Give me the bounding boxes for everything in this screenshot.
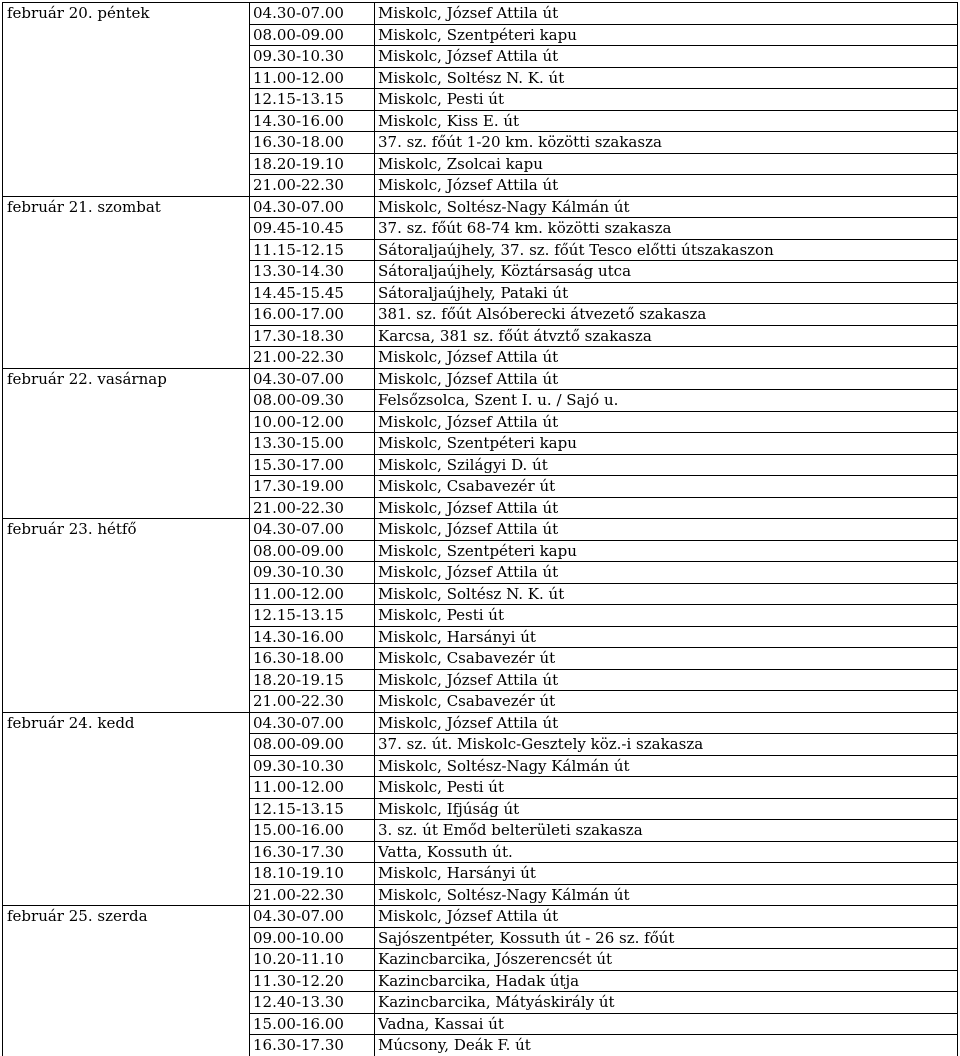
location: Sátoraljaújhely, Pataki út xyxy=(375,282,958,304)
location: Miskolc, Szentpéteri kapu xyxy=(375,433,958,455)
time-slot: 09.30-10.30 xyxy=(250,46,375,68)
location: Kazincbarcika, Hadak útja xyxy=(375,970,958,992)
location: Miskolc, Szentpéteri kapu xyxy=(375,24,958,46)
time-slot: 12.40-13.30 xyxy=(250,992,375,1014)
day-label: február 21. szombat xyxy=(3,196,250,368)
location: Miskolc, Pesti út xyxy=(375,89,958,111)
time-slot: 12.15-13.15 xyxy=(250,798,375,820)
location: Miskolc, Csabavezér út xyxy=(375,648,958,670)
location: Miskolc, Csabavezér út xyxy=(375,691,958,713)
time-slot: 21.00-22.30 xyxy=(250,884,375,906)
location: Felsőzsolca, Szent I. u. / Sajó u. xyxy=(375,390,958,412)
time-slot: 11.00-12.00 xyxy=(250,67,375,89)
location: Miskolc, Szentpéteri kapu xyxy=(375,540,958,562)
schedule-row xyxy=(3,368,958,390)
location: Miskolc, Soltész-Nagy Kálmán út xyxy=(375,196,958,218)
location: Vatta, Kossuth út. xyxy=(375,841,958,863)
location: 37. sz. főút 1-20 km. közötti szakasza xyxy=(375,132,958,154)
location: Miskolc, Harsányi út xyxy=(375,626,958,648)
time-slot: 10.00-12.00 xyxy=(250,411,375,433)
time-slot: 18.20-19.15 xyxy=(250,669,375,691)
location: Karcsa, 381 sz. főút átvztő szakasza xyxy=(375,325,958,347)
time-slot: 04.30-07.00 xyxy=(250,906,375,928)
time-slot: 17.30-19.00 xyxy=(250,476,375,498)
location: Sajószentpéter, Kossuth út - 26 sz. főút xyxy=(375,927,958,949)
location: Miskolc, Ifjúság út xyxy=(375,798,958,820)
time-slot: 11.00-12.00 xyxy=(250,583,375,605)
time-slot: 12.15-13.15 xyxy=(250,605,375,627)
time-slot: 04.30-07.00 xyxy=(250,519,375,541)
location: Miskolc, József Attila út xyxy=(375,497,958,519)
time-slot: 04.30-07.00 xyxy=(250,196,375,218)
time-slot: 16.00-17.00 xyxy=(250,304,375,326)
time-slot: 21.00-22.30 xyxy=(250,691,375,713)
location: Miskolc, Soltész N. K. út xyxy=(375,67,958,89)
location: Miskolc, József Attila út xyxy=(375,562,958,584)
schedule-table xyxy=(2,2,958,1056)
schedule-row xyxy=(3,906,958,928)
time-slot: 10.20-11.10 xyxy=(250,949,375,971)
location: Miskolc, József Attila út xyxy=(375,3,958,25)
time-slot: 21.00-22.30 xyxy=(250,497,375,519)
schedule-row xyxy=(3,712,958,734)
time-slot: 08.00-09.00 xyxy=(250,540,375,562)
location: 37. sz. főút 68-74 km. közötti szakasza xyxy=(375,218,958,240)
time-slot: 09.00-10.00 xyxy=(250,927,375,949)
time-slot: 08.00-09.30 xyxy=(250,390,375,412)
time-slot: 15.00-16.00 xyxy=(250,1013,375,1035)
time-slot: 16.30-18.00 xyxy=(250,132,375,154)
location: Miskolc, József Attila út xyxy=(375,712,958,734)
time-slot: 09.45-10.45 xyxy=(250,218,375,240)
location: Miskolc, József Attila út xyxy=(375,906,958,928)
time-slot: 04.30-07.00 xyxy=(250,712,375,734)
time-slot: 08.00-09.00 xyxy=(250,734,375,756)
time-slot: 14.30-16.00 xyxy=(250,626,375,648)
location: Miskolc, József Attila út xyxy=(375,519,958,541)
day-label: február 22. vasárnap xyxy=(3,368,250,519)
location: Miskolc, Soltész-Nagy Kálmán út xyxy=(375,884,958,906)
schedule-row xyxy=(3,3,958,25)
day-label: február 20. péntek xyxy=(3,3,250,197)
time-slot: 04.30-07.00 xyxy=(250,3,375,25)
schedule-body xyxy=(3,3,958,1056)
location: Miskolc, József Attila út xyxy=(375,347,958,369)
time-slot: 15.00-16.00 xyxy=(250,820,375,842)
time-slot: 11.30-12.20 xyxy=(250,970,375,992)
location: Miskolc, Harsányi út xyxy=(375,863,958,885)
day-label: február 23. hétfő xyxy=(3,519,250,713)
time-slot: 16.30-18.00 xyxy=(250,648,375,670)
time-slot: 13.30-14.30 xyxy=(250,261,375,283)
time-slot: 21.00-22.30 xyxy=(250,347,375,369)
location: Sátoraljaújhely, Köztársaság utca xyxy=(375,261,958,283)
location: Sátoraljaújhely, 37. sz. főút Tesco előtti útszakaszon xyxy=(375,239,958,261)
location: Miskolc, József Attila út xyxy=(375,46,958,68)
location: Kazincbarcika, Jószerencsét út xyxy=(375,949,958,971)
time-slot: 15.30-17.00 xyxy=(250,454,375,476)
time-slot: 14.30-16.00 xyxy=(250,110,375,132)
location: Miskolc, József Attila út xyxy=(375,368,958,390)
location: Miskolc, Pesti út xyxy=(375,605,958,627)
location: Miskolc, Pesti út xyxy=(375,777,958,799)
time-slot: 09.30-10.30 xyxy=(250,562,375,584)
time-slot: 04.30-07.00 xyxy=(250,368,375,390)
time-slot: 12.15-13.15 xyxy=(250,89,375,111)
location: Miskolc, József Attila út xyxy=(375,411,958,433)
time-slot: 09.30-10.30 xyxy=(250,755,375,777)
location: Miskolc, Csabavezér út xyxy=(375,476,958,498)
time-slot: 21.00-22.30 xyxy=(250,175,375,197)
time-slot: 18.20-19.10 xyxy=(250,153,375,175)
schedule-row xyxy=(3,196,958,218)
time-slot: 17.30-18.30 xyxy=(250,325,375,347)
day-label: február 25. szerda xyxy=(3,906,250,1056)
time-slot: 13.30-15.00 xyxy=(250,433,375,455)
location: 381. sz. főút Alsóberecki átvezető szakasza xyxy=(375,304,958,326)
location: 3. sz. út Emőd belterületi szakasza xyxy=(375,820,958,842)
time-slot: 14.45-15.45 xyxy=(250,282,375,304)
location: Múcsony, Deák F. út xyxy=(375,1035,958,1056)
location: Miskolc, József Attila út xyxy=(375,669,958,691)
location: Miskolc, Zsolcai kapu xyxy=(375,153,958,175)
location: Miskolc, Soltész N. K. út xyxy=(375,583,958,605)
location: 37. sz. út. Miskolc-Gesztely köz.-i szakasza xyxy=(375,734,958,756)
time-slot: 16.30-17.30 xyxy=(250,1035,375,1056)
time-slot: 11.00-12.00 xyxy=(250,777,375,799)
location: Miskolc, Szilágyi D. út xyxy=(375,454,958,476)
schedule-row xyxy=(3,519,958,541)
time-slot: 16.30-17.30 xyxy=(250,841,375,863)
location: Miskolc, Soltész-Nagy Kálmán út xyxy=(375,755,958,777)
location: Miskolc, József Attila út xyxy=(375,175,958,197)
day-label: február 24. kedd xyxy=(3,712,250,906)
time-slot: 08.00-09.00 xyxy=(250,24,375,46)
time-slot: 18.10-19.10 xyxy=(250,863,375,885)
location: Kazincbarcika, Mátyáskirály út xyxy=(375,992,958,1014)
location: Miskolc, Kiss E. út xyxy=(375,110,958,132)
time-slot: 11.15-12.15 xyxy=(250,239,375,261)
location: Vadna, Kassai út xyxy=(375,1013,958,1035)
